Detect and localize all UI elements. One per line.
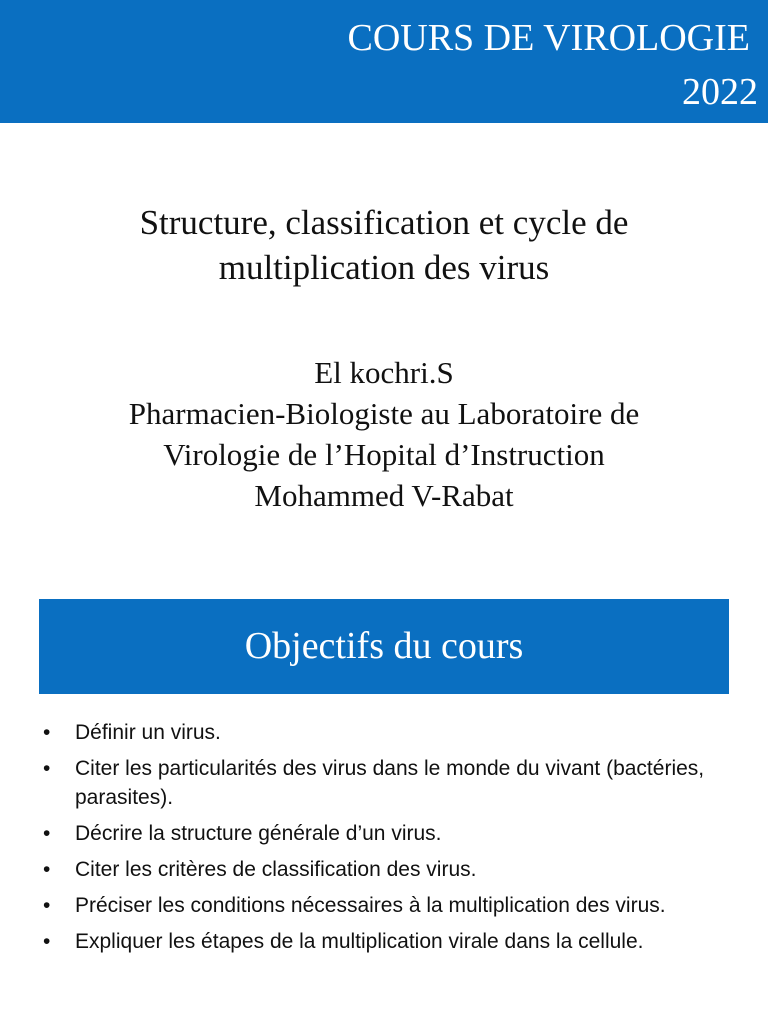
objectives-list bbox=[0, 718, 768, 963]
objective-text: Citer les critères de classification des virus. bbox=[75, 858, 477, 881]
bullet-icon: • bbox=[43, 858, 51, 881]
document-title-line-2: multiplication des virus bbox=[218, 248, 550, 287]
objectives-heading: Objectifs du cours bbox=[39, 599, 729, 694]
objective-text: Définir un virus. bbox=[75, 721, 221, 744]
author-info bbox=[0, 352, 768, 516]
objective-text: Citer les particularités des virus dans le monde du vivant (bactéries, parasites). bbox=[75, 757, 705, 809]
author-affiliation-line-3: Mohammed V-Rabat bbox=[254, 478, 514, 513]
bullet-icon: • bbox=[43, 894, 51, 917]
author-affiliation-line-1: Pharmacien-Biologiste au Laboratoire de bbox=[128, 396, 640, 431]
objective-item bbox=[0, 927, 768, 956]
objective-item bbox=[0, 754, 768, 812]
bullet-icon: • bbox=[43, 757, 51, 780]
objective-text: Décrire la structure générale d’un virus. bbox=[75, 822, 442, 845]
bullet-icon: • bbox=[43, 721, 51, 744]
author-affiliation-line-2: Virologie de l’Hopital d’Instruction bbox=[163, 437, 605, 472]
document-title-line-1: Structure, classification et cycle de bbox=[139, 203, 629, 242]
document-title bbox=[0, 200, 768, 290]
course-banner bbox=[0, 0, 768, 123]
objective-text: Préciser les conditions nécessaires à la multiplication des virus. bbox=[75, 894, 666, 917]
objective-item bbox=[0, 891, 768, 920]
course-title: COURS DE VIROLOGIE bbox=[347, 17, 750, 59]
bullet-icon: • bbox=[43, 930, 51, 953]
objective-item bbox=[0, 855, 768, 884]
course-year: 2022 bbox=[682, 71, 758, 113]
bullet-icon: • bbox=[43, 822, 51, 845]
objective-text: Expliquer les étapes de la multiplication virale dans la cellule. bbox=[75, 930, 644, 953]
objective-item bbox=[0, 718, 768, 747]
author-name: El kochri.S bbox=[314, 355, 454, 390]
objective-item bbox=[0, 819, 768, 848]
